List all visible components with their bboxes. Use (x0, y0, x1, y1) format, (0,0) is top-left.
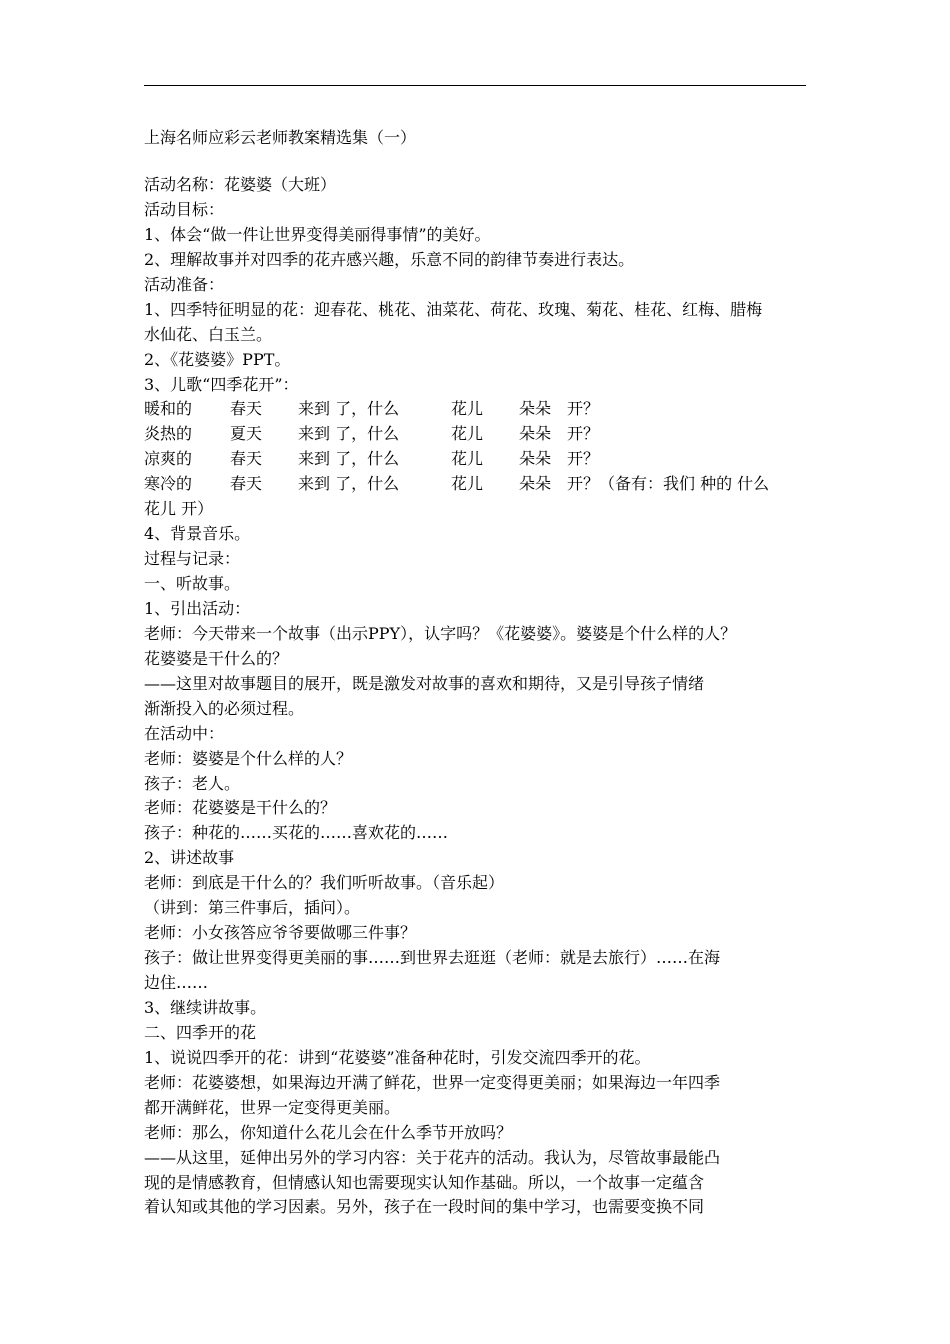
text-line: 过程与记录： (144, 549, 241, 569)
text-line: （讲到：第三件事后，插问）。 (144, 898, 361, 918)
poem-season: 春天 (230, 399, 263, 419)
poem-verb: 来到 了，什么 (298, 474, 400, 494)
text-line: 老师：花婆婆想，如果海边开满了鲜花，世界一定变得更美丽；如果海边一年四季 (144, 1072, 721, 1092)
poem-duoduo: 朵朵 (519, 424, 552, 444)
text-line: 着认知或其他的学习因素。另外，孩子在一段时间的集中学习，也需要变换不同 (144, 1197, 705, 1217)
poem-ending: 开？（备有：我们 种的 什么 (567, 474, 770, 494)
document-title: 上海名师应彩云老师教案精选集（一） (144, 128, 417, 147)
poem-flower: 花儿 (451, 399, 484, 419)
poem-flower: 花儿 (451, 474, 484, 494)
header-rule (144, 85, 806, 86)
text-line: 边住…… (144, 973, 209, 992)
text-line: 活动准备： (144, 274, 225, 294)
text-line: 都开满鲜花，世界一定变得更美丽。 (144, 1097, 401, 1117)
poem-adjective: 寒冷的 (144, 474, 193, 494)
poem-duoduo: 朵朵 (519, 399, 552, 419)
text-line: 1、说说四季开的花：讲到“花婆婆”准备种花时，引发交流四季开的花。 (144, 1047, 651, 1067)
poem-ending: 开？ (567, 424, 600, 444)
text-line: 老师：那么，你知道什么花儿会在什么季节开放吗？ (144, 1122, 513, 1142)
text-line: 老师：花婆婆是干什么的？ (144, 798, 337, 818)
document-body (144, 173, 812, 1220)
text-line: 花婆婆是干什么的？ (144, 648, 289, 668)
poem-duoduo: 朵朵 (519, 474, 552, 494)
poem-flower: 花儿 (451, 449, 484, 469)
text-line: 3、继续讲故事。 (144, 997, 267, 1017)
text-line: 老师：小女孩答应爷爷要做哪三件事？ (144, 923, 417, 943)
text-line: 水仙花、白玉兰。 (144, 324, 273, 344)
text-line: 2、理解故事并对四季的花卉感兴趣，乐意不同的韵律节奏进行表达。 (144, 249, 635, 269)
text-line: 老师：到底是干什么的？我们听听故事。（音乐起） (144, 873, 505, 893)
text-line: 2、《花婆婆》PPT。 (144, 349, 291, 369)
poem-line (144, 447, 812, 472)
poem-verb: 来到 了，什么 (298, 449, 400, 469)
poem-ending: 开？ (567, 399, 600, 419)
poem-line (144, 397, 812, 422)
poem-season: 春天 (230, 449, 263, 469)
text-line: 老师：今天带来一个故事（出示PPY），认字吗？《花婆婆》。婆婆是个什么样的人？ (144, 623, 737, 643)
poem-line (144, 472, 812, 497)
poem-adjective: 凉爽的 (144, 449, 193, 469)
text-line: 现的是情感教育，但情感认知也需要现实认知作基础。所以，一个故事一定蕴含 (144, 1172, 705, 1192)
poem-flower: 花儿 (451, 424, 484, 444)
text-line: 4、背景音乐。 (144, 524, 251, 544)
poem-adjective: 炎热的 (144, 424, 193, 444)
text-line: 二、四季开的花 (144, 1022, 257, 1042)
text-line: 渐渐投入的必须过程。 (144, 698, 305, 718)
text-line: ——这里对故事题目的展开，既是激发对故事的喜欢和期待，又是引导孩子情绪 (144, 673, 705, 693)
text-line: 在活动中： (144, 723, 225, 743)
text-line: 孩子：老人。 (144, 773, 241, 793)
text-line: 一、听故事。 (144, 574, 241, 593)
poem-duoduo: 朵朵 (519, 449, 552, 469)
text-line: 老师：婆婆是个什么样的人？ (144, 748, 353, 768)
poem-adjective: 暖和的 (144, 399, 193, 419)
text-line: 3、儿歌“四季花开”： (144, 374, 299, 394)
poem-season: 春天 (230, 474, 263, 494)
text-line: 孩子：种花的……买花的……喜欢花的…… (144, 823, 449, 843)
text-line: 活动目标： (144, 199, 225, 219)
text-line: 2、讲述故事 (144, 848, 235, 868)
poem-line (144, 422, 812, 447)
poem-ending: 开？ (567, 449, 600, 469)
text-line: 活动名称：花婆婆（大班） (144, 175, 337, 194)
text-line: 1、引出活动： (144, 598, 251, 618)
text-line: 1、体会“做一件让世界变得美丽得事情”的美好。 (144, 224, 491, 244)
poem-verb: 来到 了，什么 (298, 399, 400, 419)
poem-verb: 来到 了，什么 (298, 424, 400, 444)
poem-season: 夏天 (230, 424, 263, 444)
text-line: 花儿 开） (144, 499, 214, 519)
text-line: 孩子：做让世界变得更美丽的事……到世界去逛逛（老师：就是去旅行）……在海 (144, 948, 721, 968)
text-line: 1、四季特征明显的花：迎春花、桃花、油菜花、荷花、玫瑰、菊花、桂花、红梅、腊梅 (144, 299, 763, 319)
text-line: ——从这里，延伸出另外的学习内容：关于花卉的活动。我认为，尽管故事最能凸 (144, 1147, 721, 1167)
